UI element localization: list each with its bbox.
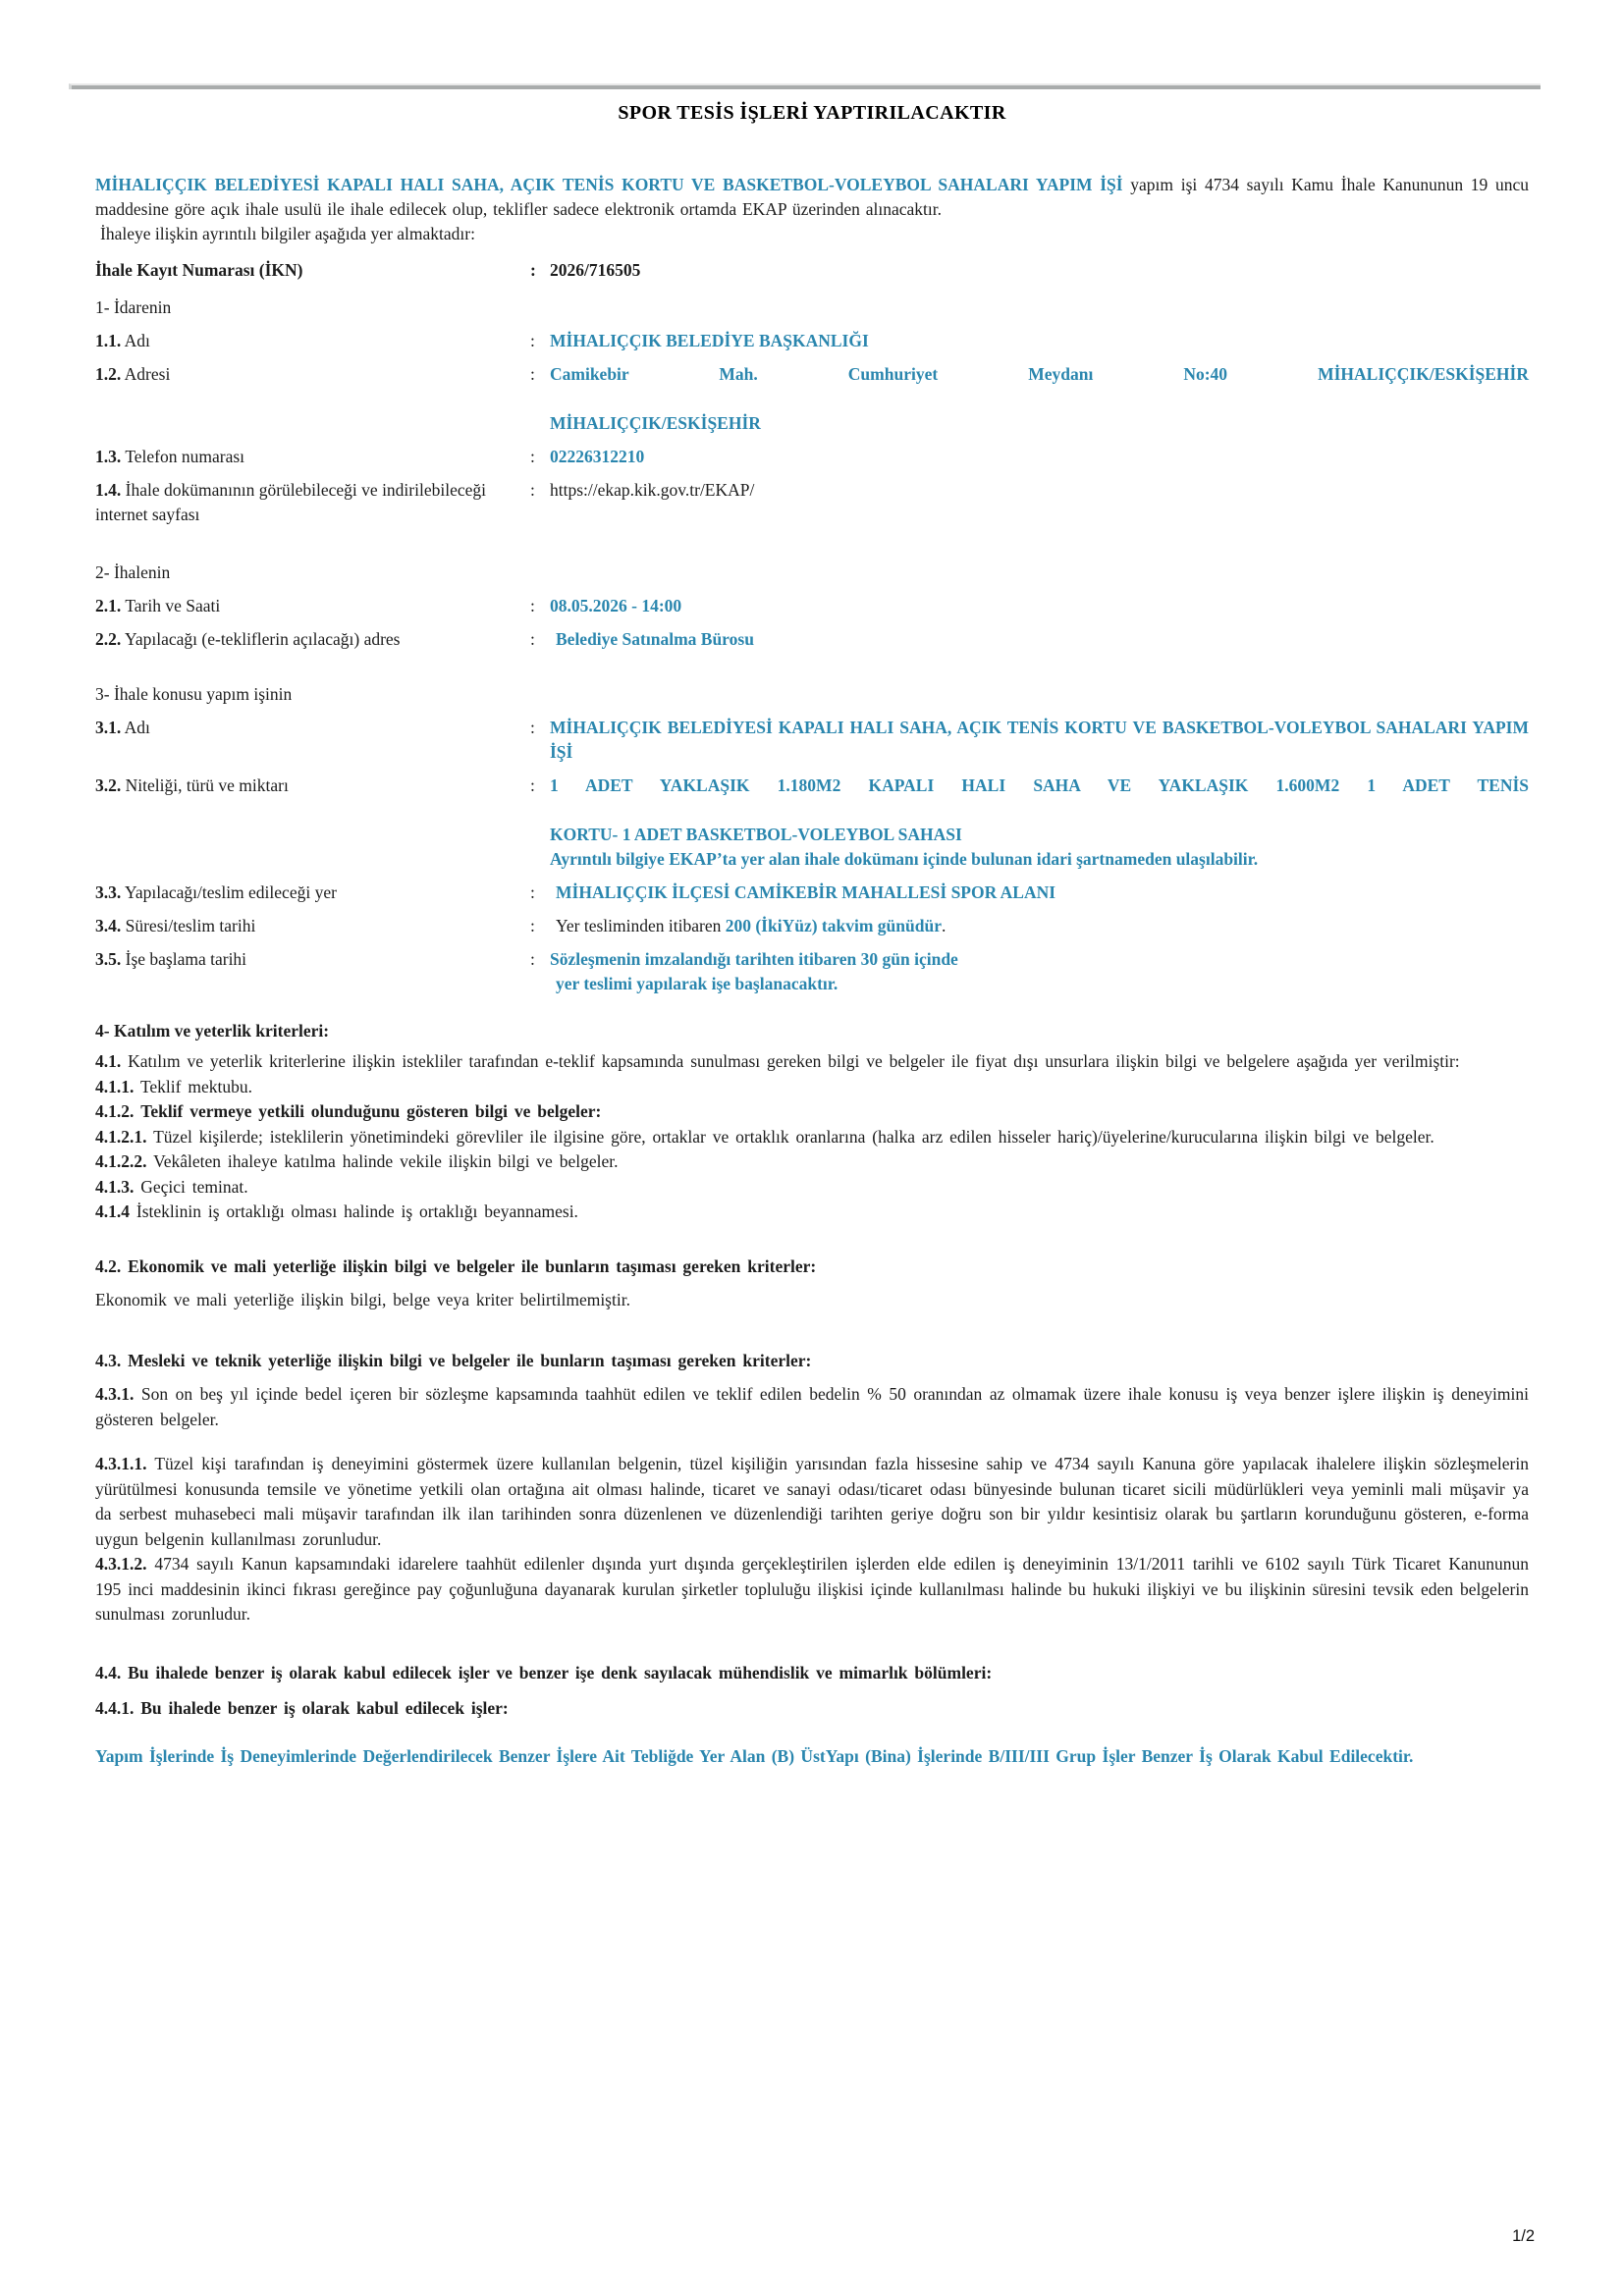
admin-name-value: MİHALIÇÇIK BELEDİYE BAŞKANLIĞI [550, 331, 869, 350]
clause-number: 4.4. [95, 1662, 122, 1682]
row-number: 1.3. [95, 447, 122, 466]
colon: : [530, 718, 535, 737]
colon: : [530, 260, 536, 280]
admin-phone-value: 02226312210 [550, 447, 645, 466]
row-label-text: Tarih ve Saati [125, 596, 221, 615]
clause-number: 4.1.1. [95, 1076, 135, 1096]
row-label [95, 478, 530, 527]
clause-text: Ekonomik ve mali yeterliğe ilişkin bilgi ve belgeler ile bunların taşıması gereken kriterler: [128, 1255, 817, 1276]
colon: : [530, 364, 535, 384]
row-ikn [95, 258, 1529, 283]
clause-text: Tüzel kişilerde; isteklilerin yönetimindeki görevliler ile ilgisine göre, ortaklar ve ortaklık oranlarına (halka arz edilen hisseler hariç)/üyelerine/kurucularına ilişkin bilgi ve belgeler. [153, 1126, 1434, 1147]
row-work-start [95, 947, 1529, 996]
clause-number: 4.3.1.1. [95, 1454, 147, 1473]
clause-text: Bu ihalede benzer iş olarak kabul edilecek işler: [140, 1698, 509, 1718]
row-tender-datetime [95, 594, 1529, 618]
row-label-text: İşe başlama tarihi [125, 949, 247, 969]
row-label [95, 716, 530, 740]
row-label [95, 914, 530, 938]
colon: : [530, 596, 535, 615]
duration-prefix: Yer tesliminden itibaren [556, 916, 726, 935]
row-number: 1.4. [95, 480, 122, 500]
duration-suffix: . [941, 916, 947, 935]
row-work-location [95, 881, 1529, 905]
row-number: 3.5. [95, 949, 122, 969]
row-label [95, 594, 530, 618]
section-2-heading: 2- İhalenin [95, 562, 171, 582]
clause-text: İsteklinin iş ortaklığı olması halinde iş ortaklığı beyannamesi. [135, 1201, 578, 1221]
clause-number: 4.1.3. [95, 1176, 135, 1197]
row-number: 2.2. [95, 629, 122, 649]
colon: : [530, 775, 535, 795]
colon: : [530, 949, 535, 969]
page-number: 1/2 [1512, 2227, 1535, 2245]
clause-text: Vekâleten ihaleye katılma halinde vekile ilişkin bilgi ve belgeler. [153, 1151, 619, 1171]
clause-4-3-1 [95, 1382, 1529, 1432]
work-duration-value [550, 914, 1529, 938]
clause-4-1-3 [95, 1175, 1529, 1201]
clause-4-4-heading [95, 1661, 1529, 1686]
row-label-text: Adresi [124, 364, 171, 384]
colon: : [530, 916, 535, 935]
row-admin-name [95, 329, 1529, 353]
row-label-text: İhale dokümanının görülebileceği ve indirilebileceği internet sayfası [95, 480, 486, 524]
row-label-text: Süresi/teslim tarihi [125, 916, 256, 935]
row-number: 1.2. [95, 364, 122, 384]
address-line2: MİHALIÇÇIK/ESKİŞEHİR [550, 413, 761, 433]
clause-4-1-2 [95, 1099, 1529, 1125]
row-label [95, 881, 530, 905]
duration-highlight: 200 (İkiYüz) takvim günüdür [725, 916, 942, 935]
intro-work-title: MİHALIÇÇIK BELEDİYESİ KAPALI HALI SAHA, AÇIK TENİS KORTU VE BASKETBOL-VOLEYBOL SAHALARI YAPIM İŞİ [95, 175, 1123, 194]
row-work-duration [95, 914, 1529, 938]
address-line1: Camikebir Mah. Cumhuriyet Meydanı No:40 MİHALIÇÇIK/ESKİŞEHİR [550, 364, 1529, 384]
start-line2: yer teslimi yapılarak işe başlanacaktır. [556, 974, 839, 993]
clause-number: 4.3.1.2. [95, 1554, 147, 1574]
clause-text: Teklif vermeye yetkili olunduğunu gösteren bilgi ve belgeler: [140, 1101, 602, 1121]
clause-number: 4.3. [95, 1350, 122, 1370]
clause-4-2-heading [95, 1255, 1529, 1280]
clause-4-1-2-2 [95, 1149, 1529, 1175]
clause-4-2-body: Ekonomik ve mali yeterliğe ilişkin bilgi, belge veya kriter belirtilmemiştir. [95, 1290, 630, 1309]
page-title: SPOR TESİS İŞLERİ YAPTIRILACAKTIR [618, 102, 1006, 124]
row-admin-address [95, 362, 1529, 436]
section-4-heading: 4- Katılım ve yeterlik kriterleri: [95, 1021, 330, 1041]
quantity-note: Ayrıntılı bilgiye EKAP’ta yer alan ihale dokümanı içinde bulunan idari şartnameden ulaşılabilir. [550, 849, 1259, 869]
clause-number: 4.1.2.2. [95, 1151, 147, 1171]
row-label-text: Yapılacağı (e-tekliflerin açılacağı) adres [124, 629, 401, 649]
row-label [95, 627, 530, 652]
header-rule [69, 83, 1541, 89]
clause-text: Katılım ve yeterlik kriterlerine ilişkin istekliler tarafından e-teklif kapsamında sunulması gereken bilgi ve belgeler ile fiyat dışı unsurlara ilişkin bilgi ve belgelere aşağıda yer verilmiştir: [128, 1051, 1460, 1071]
work-location-value: MİHALIÇÇIK İLÇESİ CAMİKEBİR MAHALLESİ SPOR ALANI [556, 882, 1056, 902]
clause-number: 4.1. [95, 1051, 122, 1071]
row-work-quantity [95, 774, 1529, 872]
clause-text: Son on beş yıl içinde bedel içeren bir sözleşme kapsamında taahhüt edilen ve teklif edilen bedelin % 50 oranından az olmamak üzere ihale konusu iş veya benzer işlere ilişkin iş deneyimini gösteren belgeler. [95, 1384, 1529, 1429]
clause-number: 4.1.2. [95, 1101, 135, 1121]
row-label [95, 445, 530, 469]
row-number: 3.2. [95, 775, 122, 795]
clause-number: 4.2. [95, 1255, 122, 1276]
clause-text: Bu ihalede benzer iş olarak kabul edilecek işler ve benzer işe denk sayılacak mühendislik ve mimarlık bölümleri: [128, 1662, 993, 1682]
row-number: 3.3. [95, 882, 122, 902]
row-work-name [95, 716, 1529, 765]
colon: : [530, 629, 535, 649]
row-tender-place [95, 627, 1529, 652]
row-label [95, 362, 530, 387]
row-label-text: Yapılacağı/teslim edileceği yer [124, 882, 337, 902]
clause-text: Geçici teminat. [140, 1176, 248, 1197]
colon: : [530, 480, 535, 500]
quantity-line1: 1 ADET YAKLAŞIK 1.180M2 KAPALI HALI SAHA VE YAKLAŞIK 1.600M2 1 ADET TENİS [550, 775, 1529, 795]
clause-4-3-1-2 [95, 1552, 1529, 1628]
intro-line2: İhaleye ilişkin ayrıntılı bilgiler aşağıda yer almaktadır: [100, 224, 475, 243]
section-3-heading: 3- İhale konusu yapım işinin [95, 684, 293, 704]
row-number: 3.1. [95, 718, 122, 737]
clause-text: Teklif mektubu. [139, 1076, 252, 1096]
start-line1: Sözleşmenin imzalandığı tarihten itibaren 30 gün içinde [550, 949, 958, 969]
clause-number: 4.1.2.1. [95, 1126, 147, 1147]
clause-text: 4734 sayılı Kanun kapsamındaki idarelere taahhüt edilenler dışında yurt dışında gerçekleştirilen işlerden elde edilen iş deneyiminin 13/1/2011 tarihli ve 6102 sayılı Türk Ticaret Kanununun 195 inci maddesinin ikinci fıkrası gereğince pay çoğunluğuna dayanarak kurulan şirketler topluluğu ilişkisi içinde kullanılması halinde bu hukuki ilişkiyi ve bu ilişkinin süresini tevsik eden belgelerin sunulması zorunludur. [95, 1554, 1530, 1624]
clause-4-1-4 [95, 1200, 1529, 1225]
tender-place-value: Belediye Satınalma Bürosu [556, 629, 754, 649]
row-label [95, 329, 530, 353]
row-number: 2.1. [95, 596, 122, 615]
clause-text: Mesleki ve teknik yeterliğe ilişkin bilgi ve belgeler ile bunların taşıması gereken kriterler: [128, 1350, 812, 1370]
row-label-text: Telefon numarası [125, 447, 245, 466]
tender-datetime-value: 08.05.2026 - 14:00 [550, 596, 682, 615]
clause-4-1-2-1 [95, 1125, 1529, 1150]
quantity-line2: KORTU- 1 ADET BASKETBOL-VOLEYBOL SAHASI [550, 825, 962, 844]
work-quantity-value [550, 774, 1529, 872]
clause-4-1 [95, 1049, 1529, 1075]
ikn-label: İhale Kayıt Numarası (İKN) [95, 260, 303, 280]
row-number: 3.4. [95, 916, 122, 935]
row-label [95, 947, 530, 972]
clause-4-3-1-1 [95, 1452, 1529, 1552]
row-label-text: Adı [124, 331, 150, 350]
clause-text: Tüzel kişi tarafından iş deneyimini göstermek üzere kullanılan belgenin, tüzel kişiliğin yarısından fazla hissesine sahip ve 4734 sayılı Kanuna göre yapılacak ihalelere ilişkin sözleşmelerin yürütülmesi konusunda temsile ve yönetime yetkili olan ortağına ait olması halinde, ticaret ve sanayi odası/ticaret odası bünyesinde bulunan ticaret sicili müdürlükleri veya yeminli mali müşavir ya da serbest muhasebeci mali müşavir tarafından ilk ilan tarihinden sonra düzenlenen ve düzenlendiği tarihten geriye doğru son bir yıldır kesintisiz olarak bu şartların korunduğunu gösteren, e-forma uygun belgenin kullanılması zorunludur. [95, 1454, 1529, 1549]
colon: : [530, 331, 535, 350]
row-admin-website [95, 478, 1529, 527]
work-name-value: MİHALIÇÇIK BELEDİYESİ KAPALI HALI SAHA, AÇIK TENİS KORTU VE BASKETBOL-VOLEYBOL SAHALARI YAPIM İŞİ [550, 718, 1529, 762]
admin-address-value [550, 362, 1529, 436]
clause-number: 4.3.1. [95, 1384, 135, 1404]
admin-website-value: https://ekap.kik.gov.tr/EKAP/ [550, 480, 755, 500]
row-admin-phone [95, 445, 1529, 469]
work-start-value [550, 947, 1529, 996]
section-1-heading: 1- İdarenin [95, 297, 172, 317]
row-number: 1.1. [95, 331, 122, 350]
colon: : [530, 447, 535, 466]
clause-4-1-1 [95, 1075, 1529, 1100]
row-label-text: Niteliği, türü ve miktarı [125, 775, 289, 795]
clause-4-3-heading [95, 1349, 1529, 1374]
ikn-value: 2026/716505 [550, 260, 641, 280]
row-label [95, 774, 530, 798]
clause-number: 4.1.4 [95, 1201, 130, 1221]
intro-paragraph [95, 173, 1529, 222]
row-label-text: Adı [124, 718, 150, 737]
similar-works-note: Yapım İşlerinde İş Deneyimlerinde Değerlendirilecek Benzer İşlere Ait Tebliğde Yer Alan (B) ÜstYapı (Bina) İşlerinde B/III/III Grup İşler Benzer İş Olarak Kabul Edilecektir. [95, 1745, 1414, 1766]
intro-body-text: yapım işi 4734 sayılı Kamu İhale Kanununun 19 uncu maddesine göre açık ihale usulü ile ihale edilecek olup, teklifler sadece elektronik ortamda EKAP üzerinden alınacaktır. [95, 175, 1529, 219]
clause-number: 4.4.1. [95, 1698, 135, 1718]
clause-4-4-1-heading [95, 1696, 1529, 1722]
colon: : [530, 882, 535, 902]
